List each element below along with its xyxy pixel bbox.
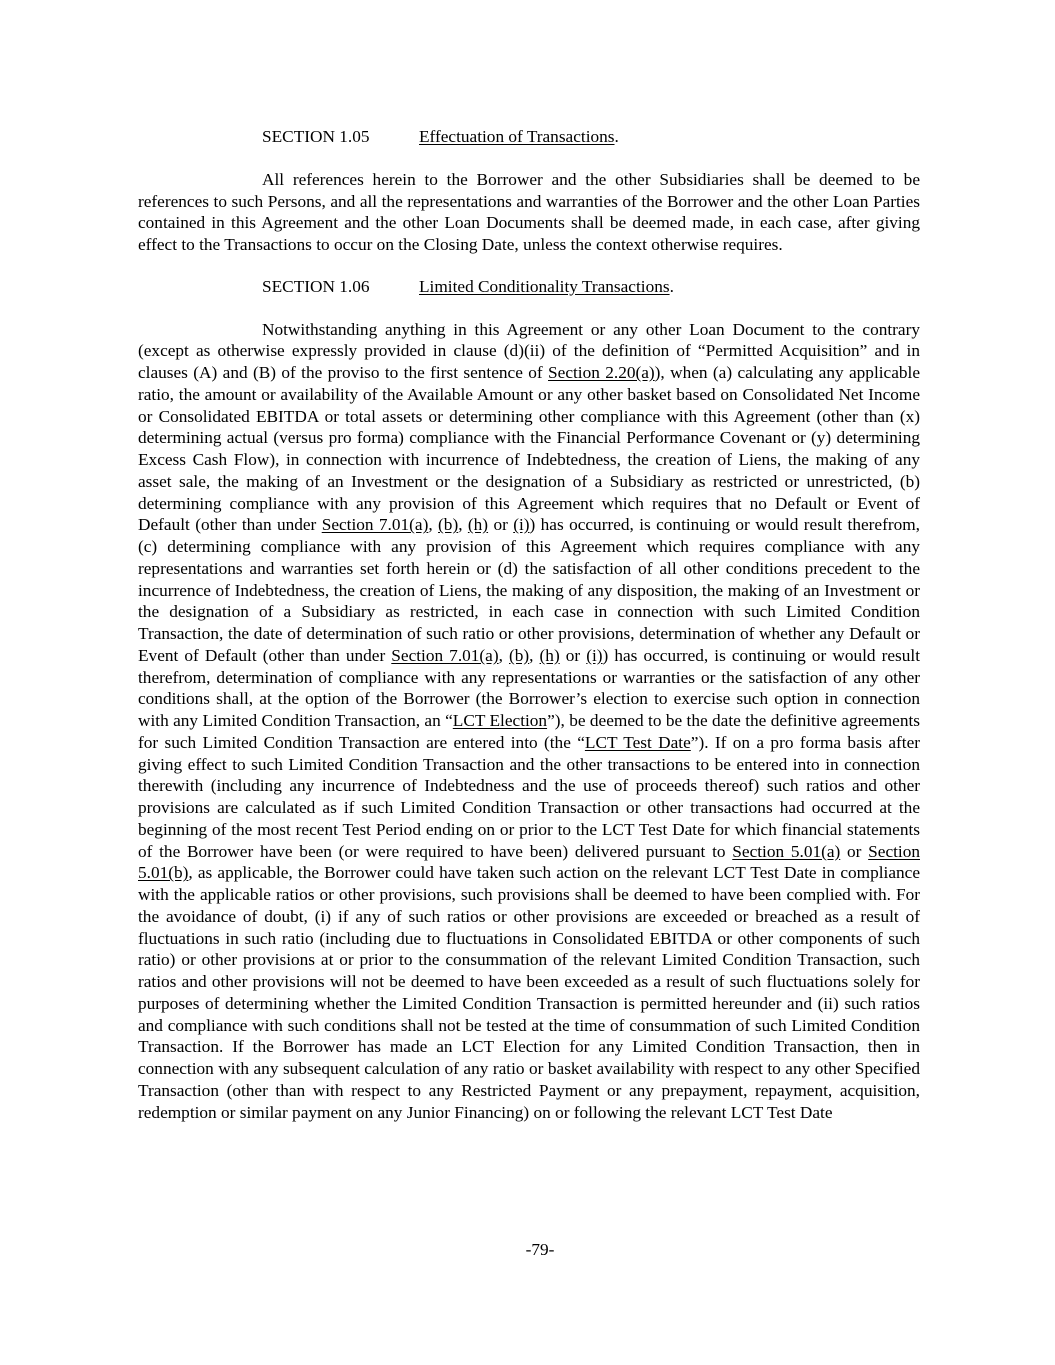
section-number: SECTION 1.06	[262, 276, 370, 296]
cross-reference-clause-b: (b)	[509, 645, 530, 665]
cross-reference-section-2-20a: Section 2.20(a)	[548, 363, 655, 382]
section-1-06-heading	[138, 276, 920, 298]
section-title-period: .	[669, 276, 674, 296]
body-text: ) has occurred, is continuing or would result therefrom, (c) determining compliance with any provision of this Agreement which requires compliance with any representations and warranties set forth herein or (d) the satisfaction of all other conditions precedent to the incurrence of Indebtedness, the creation of Liens, the making of any disposition, the making of an Investment or the designation of a Subsidiary as restricted, in each case in connection with such Limited Condition Transaction, the date of determination of such ratio or other provisions, determination of whether any Default or Event of Default (other than under	[138, 515, 920, 665]
body-text: ) has occurred, is continuing or would result therefrom, determination of compliance with any representations or warranties or the satisfaction of any other conditions shall, at the option of the Borrower (the Borrower’s election to exercise such option in connection with any Limited Condition Transaction, an “	[138, 645, 920, 730]
separator: or	[488, 515, 514, 535]
document-page	[138, 125, 920, 1123]
page-number: -79-	[525, 1240, 555, 1259]
section-title	[419, 126, 619, 148]
body-text: , as applicable, the Borrower could have taken such action on the relevant LCT Test Date in compliance with the applicable ratios or other provisions, such provisions shall be deemed to have been complied with. For the avoidance of doubt, (i) if any of such ratios or other provisions are exceeded or breached as a result of fluctuations in such ratio (including due to fluctuations in Consolidated EBITDA or other components of such ratio) or other provisions at or prior to the consummation of the relevant Limited Condition Transaction, such ratios and other provisions will not be deemed to have been exceeded as a result of such fluctuations solely for purposes of determining whether the Limited Condition Transaction is permitted hereunder and (ii) such ratios and compliance with such conditions shall not be tested at the time of consummation of such Limited Condition Transaction. If the Borrower has made an LCT Election for any Limited Condition Transaction, then in connection with any subsequent calculation of any ratio or basket availability with respect to any other Specified Transaction (other than with respect to any Restricted Payment or any prepayment, repayment, acquisition, redemption or similar payment on any Junior Financing) on or following the relevant LCT Test Date	[138, 863, 920, 1122]
cross-reference-section-7-01a: Section 7.01(a)	[391, 645, 499, 665]
body-text: ”), be deemed to be the date the definitive agreements for such Limited Condition Transaction are entered into (the “	[138, 711, 920, 752]
separator: or	[559, 645, 587, 665]
body-text: Notwithstanding anything in this Agreement or any other Loan Document to the contrary (except as otherwise expressly provided in clause (d)(ii) of the definition of “Permitted Acquisition” and in clauses (A) and (B) of the proviso to the first sentence of	[138, 319, 920, 382]
section-title-period: .	[614, 127, 619, 146]
section-title-text: Effectuation of Transactions	[419, 127, 615, 146]
cross-reference-section-5-01b: Section 5.01(b)	[138, 841, 920, 883]
section-number: SECTION 1.05	[262, 127, 370, 146]
separator: ,	[428, 515, 439, 535]
section-title	[419, 276, 674, 298]
section-title-text: Limited Conditionality Transactions	[419, 276, 670, 296]
defined-term-lct-test-date: LCT Test Date	[584, 732, 691, 752]
separator: ,	[498, 645, 509, 665]
section-1-05-body: All references herein to the Borrower and the other Subsidiaries shall be deemed to be references to such Persons, and all the representations and warranties of the Borrower and the other Loan Parties contained in this Agreement and the other Loan Documents shall be deemed made, in each case, after giving effect to the Transactions to occur on the Closing Date, unless the context otherwise requires.	[138, 169, 920, 254]
body-text: ”). If on a pro forma basis after giving effect to such Limited Condition Transaction and the other transactions to be entered into in connection therewith (including any incurrence of Indebtedness and the use of proceeds thereof) such ratios and other provisions are calculated as if such Limited Condition Transaction or other transactions had occurred at the beginning of the most recent Test Period ending on or prior to the LCT Test Date for which financial statements of the Borrower have been (or were required to have been) delivered pursuant to	[138, 732, 921, 861]
separator: ,	[458, 515, 468, 535]
cross-reference-clause-h: (h)	[467, 515, 489, 535]
cross-reference-clause-i: (i)	[586, 645, 603, 665]
cross-reference-clause-i: (i)	[513, 515, 530, 535]
cross-reference-clause-h: (h)	[539, 645, 560, 665]
cross-reference-section-5-01a: Section 5.01(a)	[732, 841, 841, 861]
separator: ,	[529, 645, 540, 665]
section-1-05-heading	[138, 126, 920, 148]
cross-reference-clause-b: (b)	[438, 515, 459, 535]
defined-term-lct-election: LCT Election	[452, 711, 548, 730]
cross-reference-section-7-01a: Section 7.01(a)	[321, 515, 429, 535]
body-text: ), when (a) calculating any applicable ratio, the amount or availability of the Available Amount or any other basket based on Consolidated Net Income or Consolidated EBITDA or total assets or determining other compliance with this Agreement (other than (x) determining actual (versus pro forma) compliance with the Financial Performance Covenant or (y) determining Excess Cash Flow), in connection with incurrence of Indebtedness, the creation of Liens, the making of any asset sale, the making of an Investment or the designation of a Subsidiary as restricted or unrestricted, (b) determining compliance with any provision of this Agreement which requires that no Default or Event of Default (other than under	[138, 363, 921, 535]
separator: or	[840, 841, 869, 861]
section-1-06-body	[138, 319, 920, 1124]
